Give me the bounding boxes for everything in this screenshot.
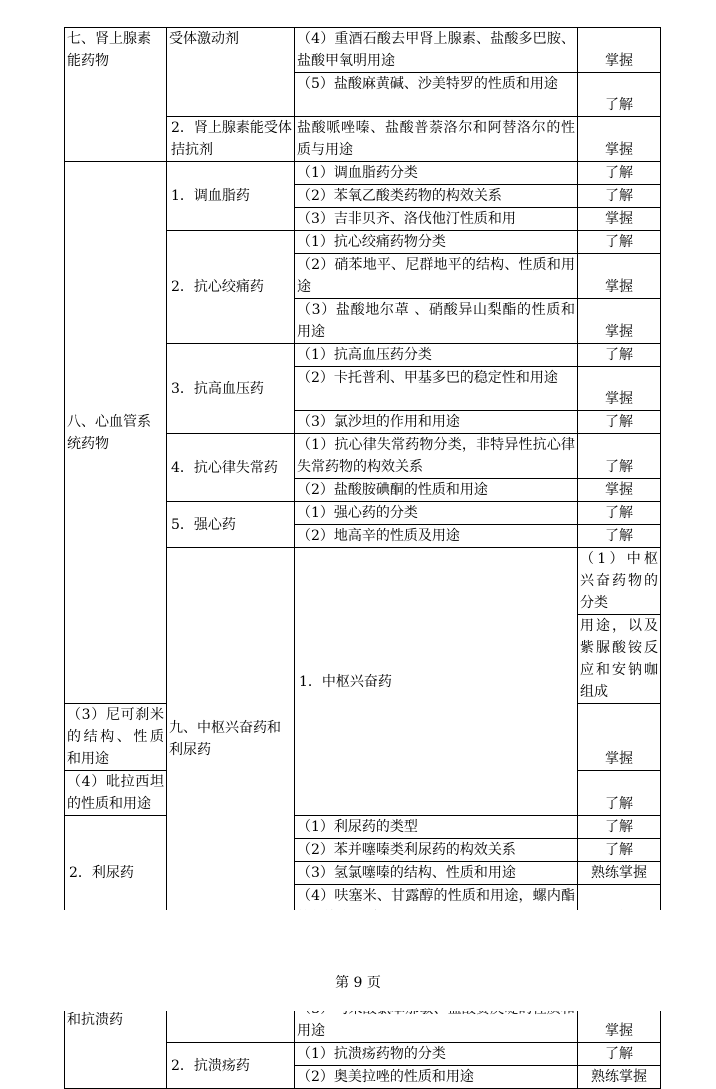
content-cell: （4）呋塞米、甘露醇的性质和用途，螺内酯 (295, 885, 578, 930)
content-cell: （1）抗高血压药分类 (295, 344, 578, 367)
content-cell: （3）盐酸地尔䓬 、硝酸异山梨酯的性质和用途 (295, 299, 578, 344)
content-cell: （3）氯沙坦的作用和用途 (295, 411, 578, 434)
level-cell: 掌握 (578, 704, 661, 771)
subcategory-cell: 4．抗心律失常药 (167, 434, 295, 502)
content-cell: （4）重酒石酸去甲肾上腺素、盐酸多巴胺、盐酸甲氧明用途 (295, 28, 578, 73)
content-cell: （1）抗溃疡药物的分类 (295, 1043, 578, 1066)
table-row (65, 162, 661, 185)
level-cell: 了解 (578, 525, 661, 548)
page-number: 第 9 页 (335, 975, 381, 991)
content-cell: （2）盐酸胺碘酮的性质和用途 (295, 479, 578, 502)
page-bottom-margin (0, 910, 716, 1011)
content-cell: （5）盐酸麻黄碱、沙美特罗的性质和用途 (295, 73, 578, 117)
category-cell: 和抗溃药 (65, 930, 167, 1089)
content-cell: （4）吡拉西坦的性质和用途 (65, 771, 167, 816)
level-cell: 了解 (578, 344, 661, 367)
content-cell: （2）苯并噻嗪类利尿药的构效关系 (295, 839, 578, 862)
level-cell: 掌握 (578, 117, 661, 162)
content-cell: （1）调血脂药分类 (295, 162, 578, 185)
content-cell: 用途，以及紫脲酸铵反应和安钠咖组成 (578, 615, 661, 704)
table-row (65, 816, 661, 839)
level-cell: 熟练掌握 (578, 862, 661, 885)
content-cell: 用途 (295, 998, 578, 1043)
level-cell: 熟练掌握 (578, 1066, 661, 1089)
level-cell: 掌握 (578, 28, 661, 73)
content-cell: （2）硝苯地平、尼群地平的结构、性质和用途 (295, 254, 578, 299)
subcategory-cell: 3．抗高血压药 (167, 344, 295, 434)
level-cell: 掌握 (578, 998, 661, 1043)
level-cell: 掌握 (578, 367, 661, 411)
subcategory-cell: 2．肾上腺素能受体拮抗剂 (167, 117, 295, 162)
subcategory-cell: 受体激动剂 (167, 28, 295, 117)
level-cell: 了解 (578, 73, 661, 117)
level-cell: 了解 (578, 231, 661, 254)
content-cell: （2）苯氧乙酸类药物的构效关系 (295, 185, 578, 208)
content-cell: （1）抗心律失常药物分类，非特异性抗心律失常药物的构效关系 (295, 434, 578, 479)
content-cell: （1）利尿药的类型 (295, 816, 578, 839)
content-cell: （2）卡托普利、甲基多巴的稳定性和用途 (295, 367, 578, 411)
content-cell: （2）地高辛的性质及用途 (295, 525, 578, 548)
level-cell: 了解 (578, 502, 661, 525)
level-cell: 掌握 (578, 208, 661, 231)
table-row (65, 28, 661, 73)
level-cell: 了解 (578, 411, 661, 434)
level-cell: 了解 (578, 771, 661, 816)
content-cell: （3）吉非贝齐、洛伐他汀性质和用 (295, 208, 578, 231)
level-cell: 掌握 (578, 299, 661, 344)
content-cell: （3）氢氯噻嗪的结构、性质和用途 (295, 862, 578, 885)
category-cell: 九、中枢兴奋药和利尿药 (167, 548, 295, 930)
level-cell: 了解 (578, 185, 661, 208)
level-cell: 了解 (578, 839, 661, 862)
level-cell: 了解 (578, 1043, 661, 1066)
subcategory-cell: 1．中枢兴奋药 (295, 548, 578, 816)
level-cell: 了解 (578, 434, 661, 479)
level-cell: 了解 (578, 162, 661, 185)
content-cell: 盐酸哌唑嗪、盐酸普萘洛尔和阿替洛尔的性质与用途 (295, 117, 578, 162)
subcategory-cell: 2．抗心绞痛药 (167, 231, 295, 344)
level-cell: 掌握 (578, 254, 661, 299)
content-cell: （1）强心药的分类 (295, 502, 578, 525)
level-cell: 掌握 (578, 479, 661, 502)
category-cell: 七、肾上腺素能药物 (65, 28, 167, 162)
category-cell: 八、心血管系统药物 (65, 162, 167, 704)
content-cell: （1）抗心绞痛药物分类 (295, 231, 578, 254)
content-cell: （3）尼可刹米的结构、性质和用途 (65, 704, 167, 771)
subcategory-cell: 2．抗溃疡药 (167, 1043, 295, 1089)
subcategory-cell: 5．强心药 (167, 502, 295, 548)
content-cell: （1）中枢兴奋药物的分类 (578, 548, 661, 615)
level-cell: 了解 (578, 816, 661, 839)
subcategory-cell: 1．调血脂药 (167, 162, 295, 231)
subcategory-cell: 2．利尿药 (65, 816, 167, 930)
content-cell: （2）奥美拉唑的性质和用途 (295, 1066, 578, 1089)
